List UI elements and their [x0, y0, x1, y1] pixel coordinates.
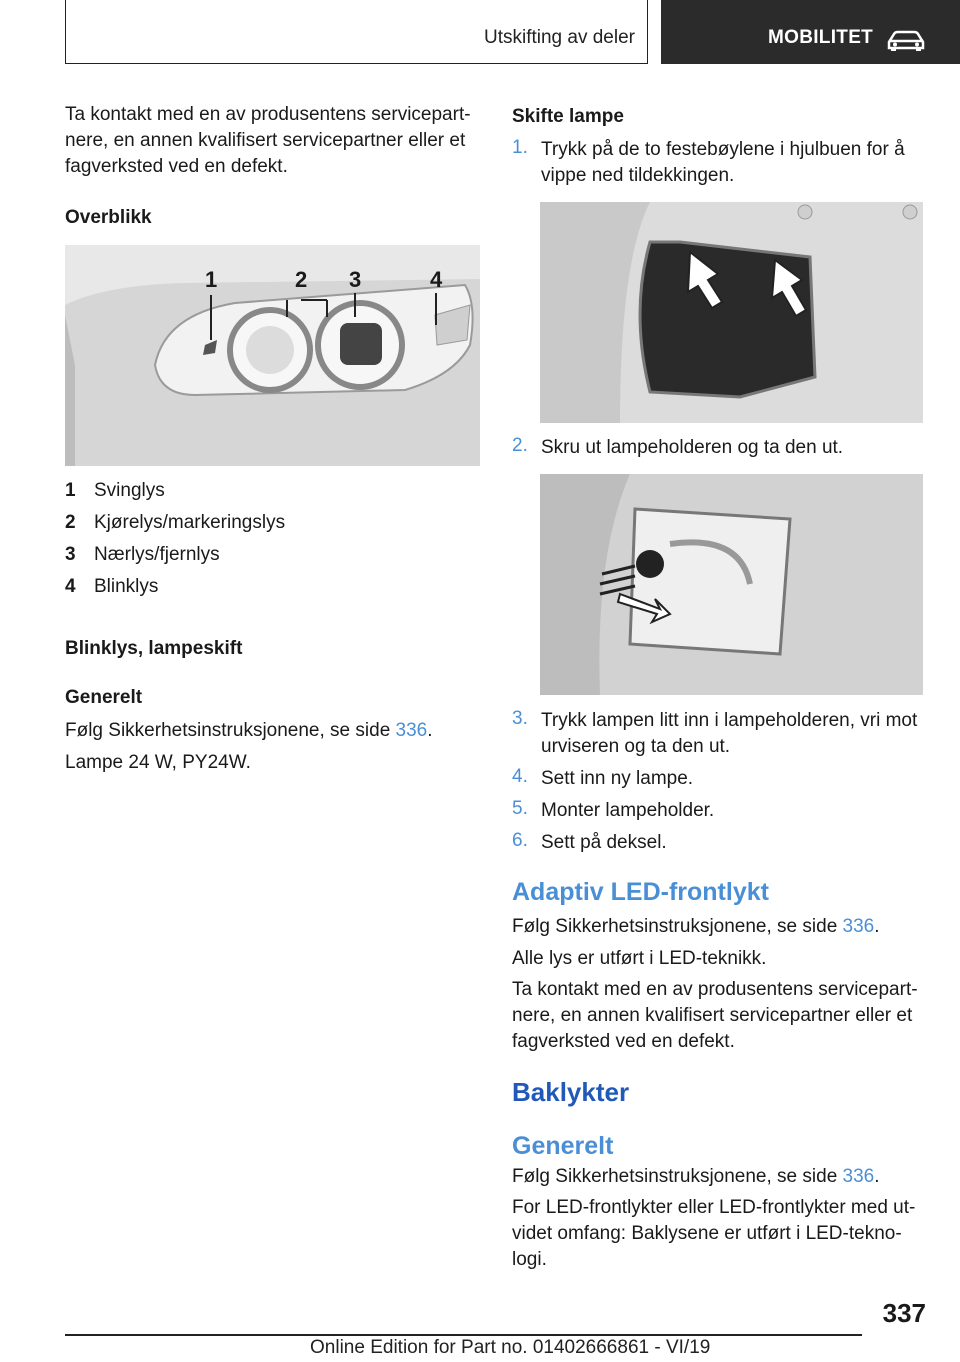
lampholder-illustration	[540, 474, 923, 695]
lampholder-figure	[540, 474, 923, 695]
page-link[interactable]: 336	[842, 916, 875, 937]
page-number: 337	[882, 1298, 926, 1328]
rear-led-paragraph: For LED-frontlykter eller LED-frontlykter med ut- videt omfang: Baklysene er utført i LED-tekno- logi.	[512, 1197, 916, 1270]
blink-heading: Blinklys, lampeskift	[65, 638, 243, 659]
adaptive-led-note: Alle lys er utført i LED-teknikk.	[512, 948, 767, 969]
headlight-figure	[65, 245, 480, 466]
header-chapter-title: MOBILITET	[768, 27, 874, 48]
rear-general-heading: Generelt	[512, 1132, 614, 1160]
callout-4: 4	[430, 267, 443, 292]
safety-note: Følg Sikkerhetsinstruksjonene, se side 336.	[65, 720, 433, 741]
adaptive-safety-note: Følg Sikkerhetsinstruksjonene, se side 336.	[512, 916, 880, 937]
page-link[interactable]: 336	[842, 1166, 875, 1187]
headlight-illustration	[65, 245, 480, 466]
rear-lights-heading: Baklykter	[512, 1077, 630, 1107]
callout-3: 3	[349, 267, 362, 292]
general-heading: Generelt	[65, 687, 143, 708]
edition-note: Online Edition for Part no. 01402666861 - VI/19	[310, 1337, 711, 1358]
adaptive-led-heading: Adaptiv LED-frontlykt	[512, 878, 769, 906]
rear-safety-note: Følg Sikkerhetsinstruksjonene, se side 336.	[512, 1166, 880, 1187]
wheel-arch-cover-illustration	[540, 202, 923, 423]
overview-heading: Overblikk	[65, 207, 152, 228]
intro-paragraph: Ta kontakt med en av produsentens servicepart- nere, en annen kvalifisert servicepartner eller et fagverksted ved en defekt.	[65, 104, 471, 177]
change-lamp-heading: Skifte lampe	[512, 106, 624, 127]
callout-2: 2	[295, 267, 308, 292]
car-icon	[886, 30, 926, 52]
header-section-title: Utskifting av deler	[483, 27, 635, 48]
callout-1: 1	[205, 267, 218, 292]
footer-divider	[65, 1334, 862, 1336]
page-link[interactable]: 336	[395, 720, 428, 741]
adaptive-contact-paragraph: Ta kontakt med en av produsentens servicepart- nere, en annen kvalifisert servicepartner eller et fagverksted ved en defekt.	[512, 979, 918, 1052]
lamp-spec: Lampe 24 W, PY24W.	[65, 752, 251, 773]
cover-figure	[540, 202, 923, 423]
